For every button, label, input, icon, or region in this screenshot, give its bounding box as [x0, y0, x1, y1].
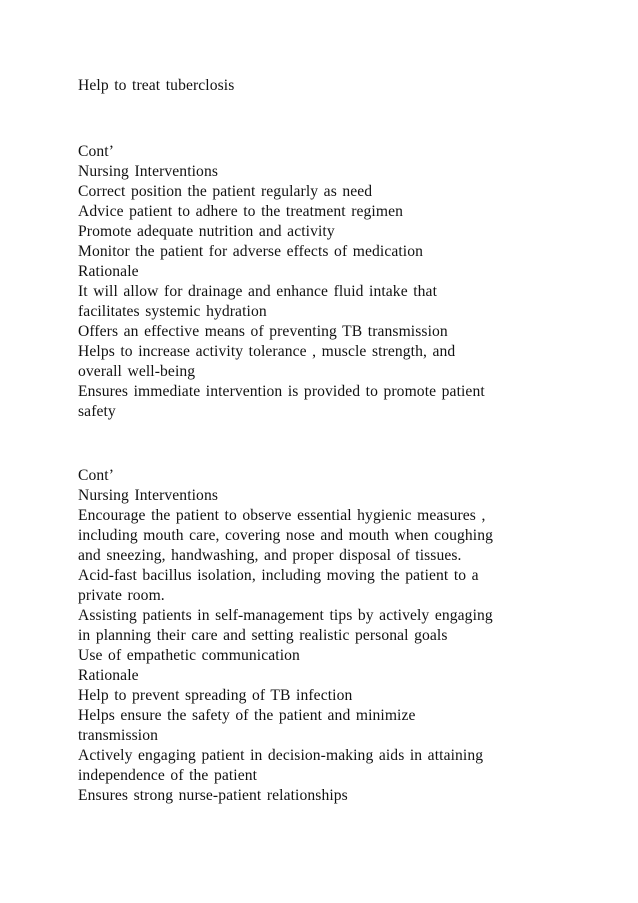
section2-rationale-line: Help to prevent spreading of TB infection	[78, 687, 353, 704]
section2-intervention: in planning their care and setting realistic personal goals	[78, 627, 448, 644]
section2-intervention: Use of empathetic communication	[78, 647, 300, 664]
section1-rationale-line: Ensures immediate intervention is provided to promote patient	[78, 383, 485, 400]
section1-rationale-heading: Rationale	[78, 263, 139, 280]
section2-rationale-line: Actively engaging patient in decision-making aids in attaining	[78, 747, 484, 764]
section1-heading: Nursing Interventions	[78, 163, 219, 180]
section2-rationale-line: Helps ensure the safety of the patient and minimize	[78, 707, 416, 724]
section1-intervention: Promote adequate nutrition and activity	[78, 223, 335, 240]
section1-rationale-line: safety	[78, 403, 116, 420]
section2-intervention: and sneezing, handwashing, and proper disposal of tissues.	[78, 547, 462, 564]
section1-rationale-line: It will allow for drainage and enhance fluid intake that	[78, 283, 438, 300]
section2-intervention: Acid-fast bacillus isolation, including moving the patient to a	[78, 567, 479, 584]
section1-rationale-line: facilitates systemic hydration	[78, 303, 267, 320]
section2-cont: Cont’	[78, 467, 115, 484]
section2-rationale-line: Ensures strong nurse-patient relationships	[78, 787, 348, 804]
section2-intervention: private room.	[78, 587, 165, 604]
section2-intervention: Encourage the patient to observe essential hygienic measures ,	[78, 507, 486, 524]
section2-intervention: Assisting patients in self-management tips by actively engaging	[78, 607, 493, 624]
section1-intervention: Advice patient to adhere to the treatment regimen	[78, 203, 403, 220]
section1-rationale-line: overall well-being	[78, 363, 196, 380]
intro-line: Help to treat tuberclosis	[78, 77, 235, 94]
section1-rationale-line: Helps to increase activity tolerance , muscle strength, and	[78, 343, 456, 360]
section2-heading: Nursing Interventions	[78, 487, 219, 504]
section2-rationale-line: independence of the patient	[78, 767, 258, 784]
section1-cont: Cont’	[78, 143, 115, 160]
section2-rationale-heading: Rationale	[78, 667, 139, 684]
section2-rationale-line: transmission	[78, 727, 159, 744]
section2-intervention: including mouth care, covering nose and mouth when coughing	[78, 527, 494, 544]
section1-intervention: Monitor the patient for adverse effects of medication	[78, 243, 424, 260]
section1-intervention: Correct position the patient regularly as need	[78, 183, 373, 200]
section1-rationale-line: Offers an effective means of preventing TB transmission	[78, 323, 448, 340]
